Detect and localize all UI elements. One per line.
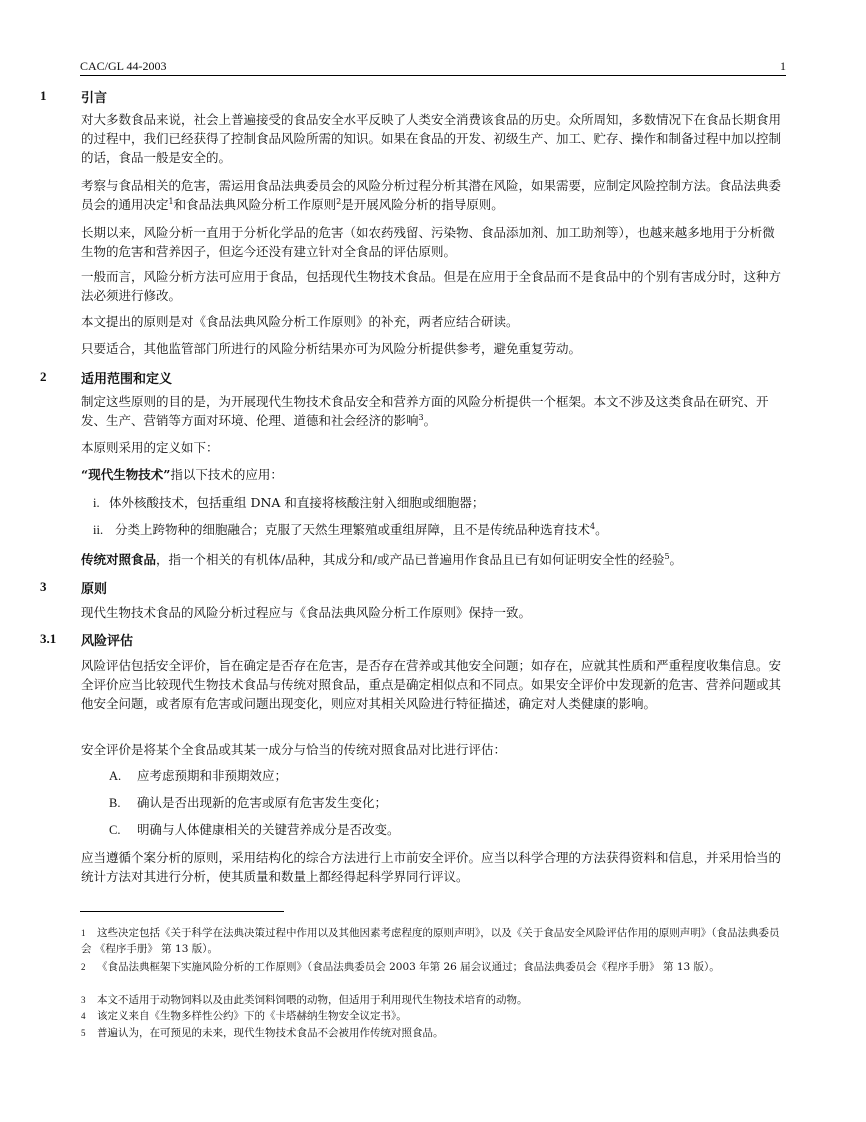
page-header bbox=[80, 57, 786, 76]
section-3-title: 原则 bbox=[81, 582, 108, 597]
paragraph-intro-2-part-b: 和食品法典风险分析工作原则 bbox=[173, 197, 337, 212]
list-item-ii bbox=[93, 520, 783, 540]
list-item-end: 。 bbox=[595, 522, 608, 537]
footnote-divider bbox=[80, 911, 284, 912]
footnote-number: 5 bbox=[81, 1028, 86, 1038]
paragraph-intro-3: 长期以来，风险分析一直用于分析化学品的危害（如农药残留、污染物、食品添加剂、加工助剂等），也越来越多地用于分析微生物的危害和营养因子，但迄今还没有建立针对全食品的评估原则。 bbox=[81, 225, 775, 259]
definition-term-conventional-counterpart: 传统对照食品 bbox=[81, 552, 157, 567]
section-2-title: 适用范围和定义 bbox=[81, 372, 173, 387]
paragraph-scope-1 bbox=[81, 392, 787, 430]
footnote-text: 普遍认为，在可预见的未来，现代生物技术食品不会被用作传统对照食品。 bbox=[97, 1027, 444, 1039]
paragraph-risk-assessment-3: 应当遵循个案分析的原则，采用结构化的综合方法进行上市前安全评价。应当以科学合理的方法获得资料和信息，并采用恰当的统计方法对其进行分析，使其质量和数量上都经得起科学界同行评议。 bbox=[81, 850, 782, 884]
list-marker: ii. bbox=[93, 523, 104, 537]
section-1-number: 1 bbox=[40, 88, 47, 103]
list-item-text: 体外核酸技术，包括重组 DNA 和直接将核酸注射入细胞或细胞器； bbox=[109, 495, 485, 510]
list-item-c bbox=[109, 820, 779, 840]
footnote-ref-4: 4 bbox=[590, 521, 596, 531]
paragraph-risk-assessment-2: 安全评价是将某个全食品或其某一成分与恰当的传统对照食品对比进行评估： bbox=[81, 742, 507, 757]
paragraph-intro-4: 一般而言，风险分析方法可应用于食品，包括现代生物技术食品。但是在应用于全食品而不是食品中的个别有害成分时，这种方法必须进行修改。 bbox=[81, 269, 782, 303]
definition-text-conventional-counterpart: ，指一个相关的有机体/品种，其成分和/或产品已普遍用作食品且已有如何证明安全性的经验 bbox=[156, 552, 665, 567]
section-3-number: 3 bbox=[40, 579, 47, 594]
section-3-1-title: 风险评估 bbox=[81, 634, 134, 649]
footnote-text: 这些决定包括《关于科学在法典决策过程中作用以及其他因素考虑程度的原则声明》，以及《关于食品安全风险评估作用的原则声明》（食品法典委员会 《程序手册》 第 13 版）。 bbox=[81, 927, 780, 955]
paragraph-risk-assessment-1: 风险评估包括安全评价，旨在确定是否存在危害，是否存在营养或其他安全问题；如存在，应就其性质和严重程度收集信息。安全评价应当比较现代生物技术食品与传统对照食品，重点是确定相似点和不同点。如果安全评价中发现新的危害、营养问题或其他安全问题，或者原有危害或问题出现变化，则应对其相关风险进行特征描述，确定对人类健康的影响。 bbox=[81, 658, 782, 711]
paragraph-scope-2: 本原则采用的定义如下： bbox=[81, 440, 219, 455]
paragraph-principles: 现代生物技术食品的风险分析过程应与《食品法典风险分析工作原则》保持一致。 bbox=[81, 605, 532, 620]
paragraph-intro-5: 本文提出的原则是对《食品法典风险分析工作原则》的补充，两者应结合研读。 bbox=[81, 314, 519, 329]
list-item-text: 明确与人体健康相关的关键营养成分是否改变。 bbox=[137, 822, 400, 837]
footnote-ref-1: 1 bbox=[168, 196, 174, 206]
paragraph-scope-1-text: 制定这些原则的目的是，为开展现代生物技术食品安全和营养方面的风险分析提供一个框架。本文不涉及这类食品在研究、开发、生产、营销等方面对环境、伦理、道德和社会经济的影响 bbox=[81, 394, 769, 428]
paragraph-scope-1-end: 。 bbox=[423, 413, 437, 428]
definition-conventional-counterpart bbox=[81, 550, 787, 569]
list-item-text: 应考虑预期和非预期效应； bbox=[137, 768, 288, 783]
paragraph-intro-2-part-a: 考察与食品相关的危害，需运用食品法典委员会的风险分析过程分析其潜在风险，如果需要，应制定风险控制方法。食品法典委员会的通用决定 bbox=[81, 178, 782, 212]
list-item-i bbox=[93, 493, 783, 513]
list-item-a bbox=[109, 766, 779, 786]
paragraph-intro-1: 对大多数食品来说，社会上普遍接受的食品安全水平反映了人类安全消费该食品的历史。众所周知，多数情况下在食品长期食用的过程中，我们已经获得了控制食品风险所需的知识。如果在食品的开发、初级生产、加工、贮存、操作和制备过程中加以控制的话，食品一般是安全的。 bbox=[81, 112, 782, 165]
page-number: 1 bbox=[780, 59, 786, 73]
paragraph-intro-6: 只要适合，其他监管部门所进行的风险分析结果亦可为风险分析提供参考，避免重复劳动。 bbox=[81, 341, 582, 356]
section-1-title: 引言 bbox=[81, 91, 108, 106]
footnote-number: 1 bbox=[81, 928, 86, 938]
footnote-text: 本文不适用于动物饲料以及由此类饲料饲喂的动物，但适用于利用现代生物技术培育的动物。 bbox=[97, 994, 528, 1006]
definition-text-modern-biotech: 指以下技术的应用： bbox=[170, 467, 283, 482]
footnote-3 bbox=[81, 992, 787, 1008]
footnote-2 bbox=[81, 959, 787, 975]
list-marker: C. bbox=[109, 823, 121, 837]
footnote-5 bbox=[81, 1025, 787, 1041]
footnote-text: 《食品法典框架下实施风险分析的工作原则》（食品法典委员会 2003 年第 26 届会议通过；食品法典委员会《程序手册》 第 13 版）。 bbox=[97, 961, 720, 973]
list-item-b bbox=[109, 793, 779, 813]
footnote-ref-5: 5 bbox=[664, 551, 670, 561]
paragraph-intro-2 bbox=[81, 176, 787, 214]
footnote-number: 4 bbox=[81, 1011, 86, 1021]
definition-modern-biotech bbox=[81, 465, 787, 484]
footnote-ref-3: 3 bbox=[418, 412, 424, 422]
list-item-text: 分类上跨物种的细胞融合；克服了天然生理繁殖或重组屏障，且不是传统品种选育技术 bbox=[115, 522, 591, 537]
footnote-number: 3 bbox=[81, 995, 86, 1005]
footnote-number: 2 bbox=[81, 962, 86, 972]
paragraph-intro-2-part-c: 是开展风险分析的指导原则。 bbox=[341, 197, 504, 212]
list-marker: B. bbox=[109, 796, 121, 810]
footnote-1 bbox=[81, 925, 787, 957]
definition-end: 。 bbox=[669, 552, 683, 567]
footnote-4 bbox=[81, 1008, 787, 1024]
section-3-1-number: 3.1 bbox=[40, 631, 57, 646]
document-code: CAC/GL 44-2003 bbox=[80, 59, 167, 73]
list-item-text: 确认是否出现新的危害或原有危害发生变化； bbox=[137, 795, 388, 810]
footnote-text: 该定义来自《生物多样性公约》下的《卡塔赫纳生物安全议定书》。 bbox=[97, 1010, 407, 1022]
list-marker: i. bbox=[93, 496, 100, 510]
section-2-number: 2 bbox=[40, 369, 47, 384]
list-marker: A. bbox=[109, 769, 122, 783]
definition-term-modern-biotech: “现代生物技术” bbox=[81, 467, 171, 482]
footnote-ref-2: 2 bbox=[336, 196, 342, 206]
